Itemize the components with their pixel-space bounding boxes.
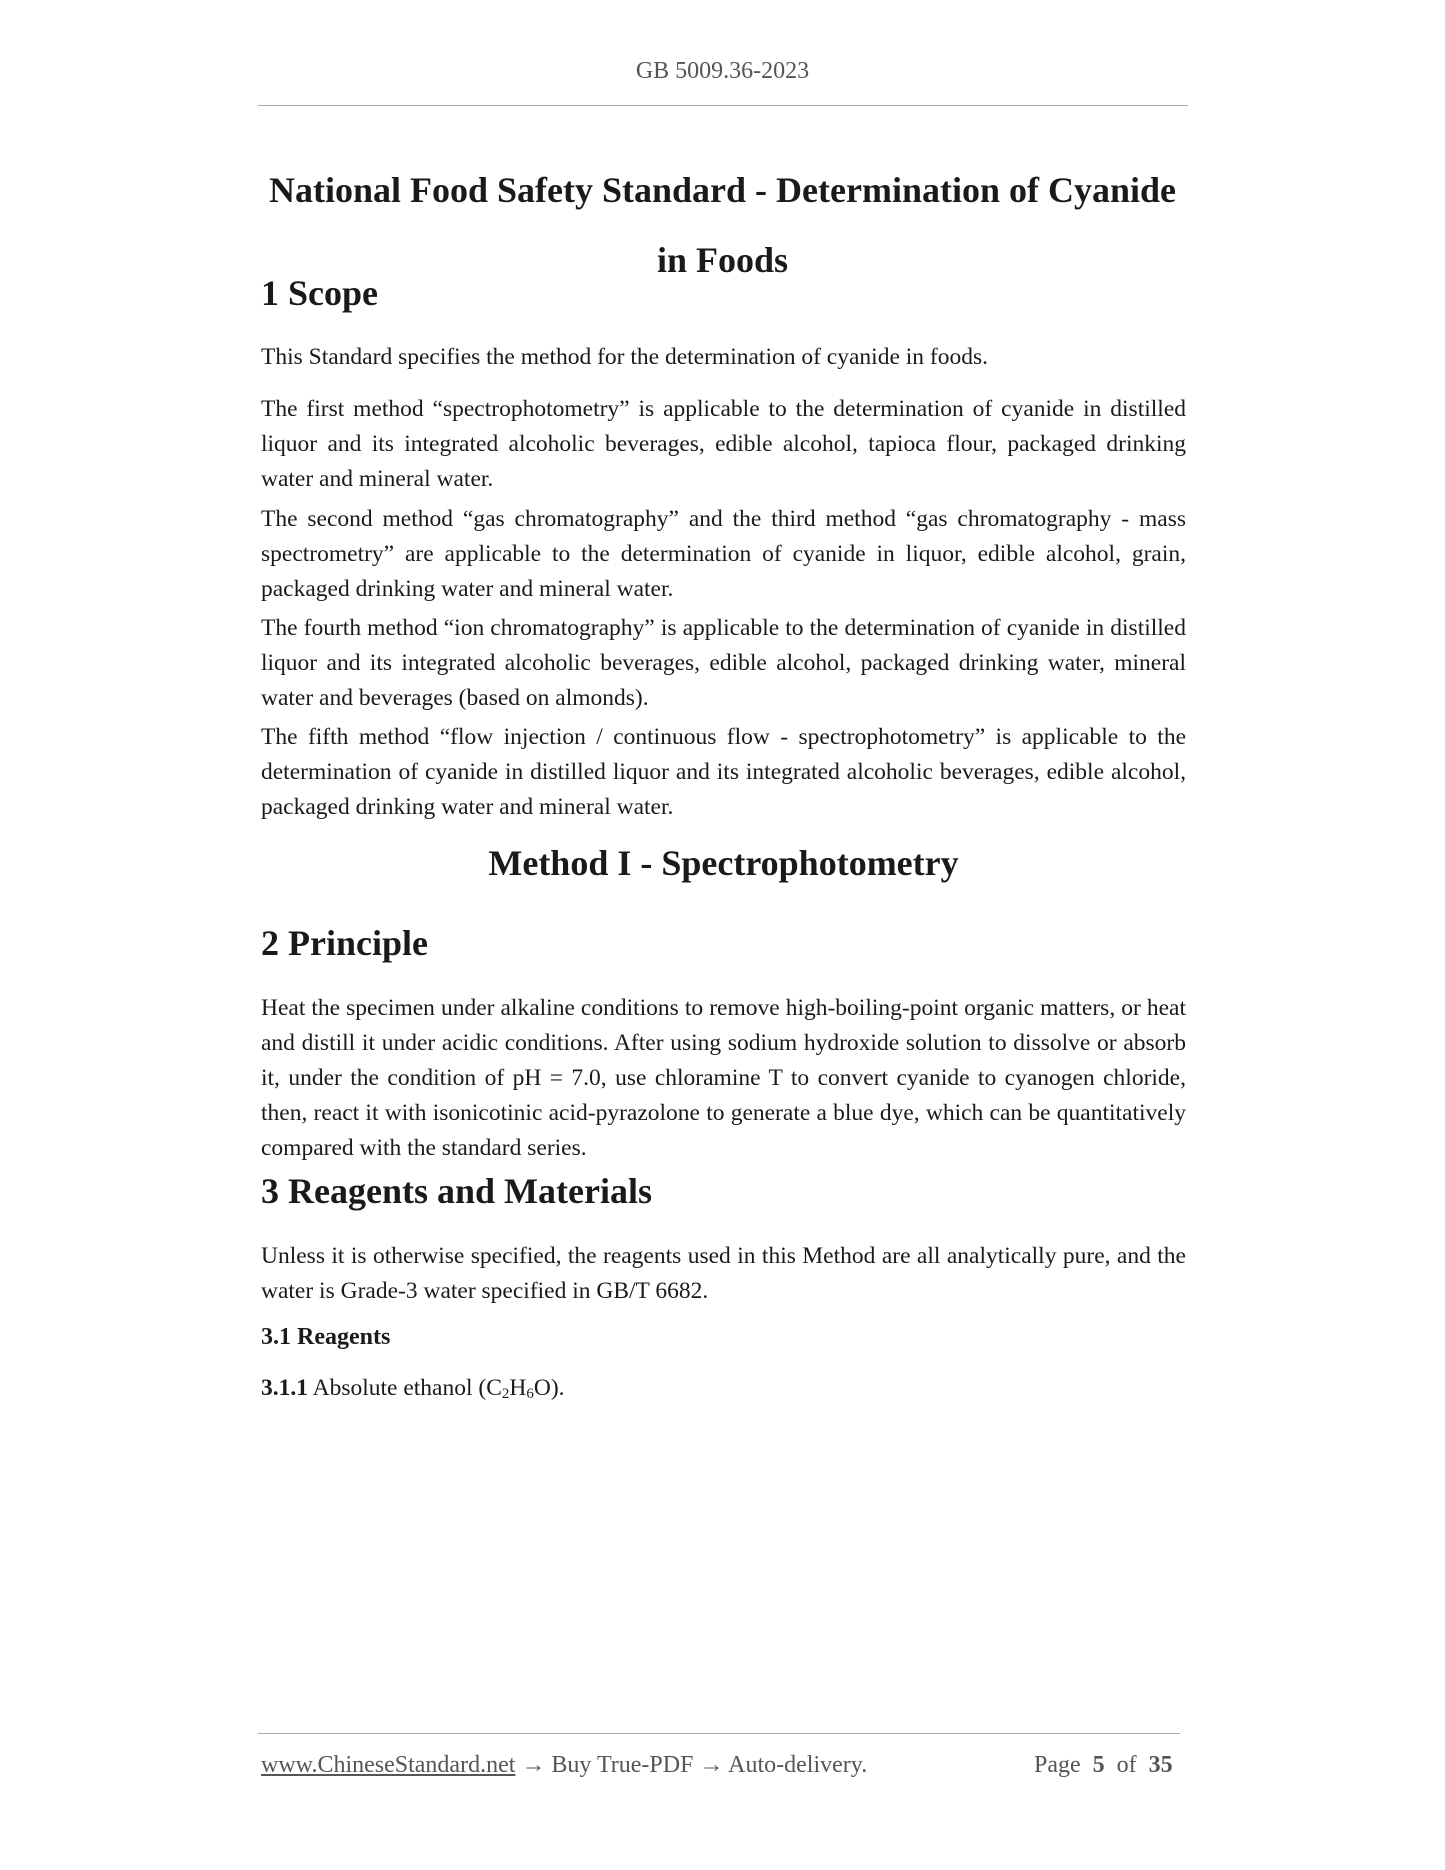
reagents-paragraph: Unless it is otherwise specified, the reagents used in this Method are all analytically pure, and the water is Grade-3 water specified in GB/T 6682. <box>261 1243 1186 1304</box>
reagents-heading: 3 Reagents and Materials <box>261 1171 652 1211</box>
footer-links <box>261 1752 867 1779</box>
scope-heading: 1 Scope <box>261 273 378 313</box>
reagent-item-number: 3.1.1 <box>261 1375 308 1401</box>
reagent-item-text: Absolute ethanol $(C_2H_6O)$. <box>312 1375 565 1402</box>
document-title-line2: in Foods <box>656 240 789 280</box>
principle-paragraph: Heat the specimen under alkaline conditions to remove high-boiling-point organic matters, or heat and distill it under acidic conditions. After using sodium hydroxide solution to dissolve or absorb it, under the condition of pH = 7.0, use chloramine T to convert cyanide to cyanogen chloride, then, react it with isonicotinic acid-pyrazolone to generate a blue dye, which can be quantitatively compared with the standard series. <box>261 995 1186 1161</box>
scope-paragraph-5: The fifth method “flow injection / continuous flow - spectrophotometry” is applicable to the determination of cyanide in distilled liquor and its integrated alcoholic beverages, edible alcohol, packaged drinking water and mineral water. <box>261 724 1186 820</box>
header-divider <box>258 105 1188 106</box>
scope-paragraph-2: The first method “spectrophotometry” is applicable to the determination of cyanide in distilled liquor and its integrated alcoholic beverages, edible alcohol, tapioca flour, packaged drinking water and mineral water. <box>261 396 1186 492</box>
footer-site-link[interactable]: www.ChineseStandard.net <box>261 1752 516 1778</box>
footer-buy-text: Buy True-PDF <box>551 1752 694 1778</box>
arrow-right-icon: → <box>521 1752 546 1778</box>
scope-paragraph-3: The second method “gas chromatography” and the third method “gas chromatography - mass spectrometry” are applicable to the determination of cyanide in liquor, edible alcohol, grain, packaged drinking water and mineral water. <box>261 506 1186 602</box>
page-number: Page 5 of 35 <box>1034 1752 1173 1778</box>
page-total: 35 <box>1148 1752 1173 1778</box>
document-title-line1: National Food Safety Standard - Determination of Cyanide <box>269 170 1176 210</box>
footer-delivery-text: Auto-delivery. <box>728 1752 868 1778</box>
scope-paragraph-4: The fourth method “ion chromatography” is applicable to the determination of cyanide in distilled liquor and its integrated alcoholic beverages, edible alcohol, packaged drinking water, mineral water and beverages (based on almonds). <box>261 615 1186 711</box>
page-current: 5 <box>1092 1752 1105 1778</box>
document-title <box>240 155 1205 295</box>
reagents-subheading: 3.1 Reagents <box>261 1324 391 1350</box>
header-standard-code: GB 5009.36-2023 <box>635 58 810 84</box>
reagent-item-3-1-1 <box>261 1371 565 1411</box>
method-title: Method I - Spectrophotometry <box>488 843 959 883</box>
principle-heading: 2 Principle <box>261 923 428 963</box>
scope-paragraph-1: This Standard specifies the method for the determination of cyanide in foods. <box>261 344 988 370</box>
arrow-right-icon: → <box>699 1752 724 1778</box>
footer-divider <box>258 1733 1180 1734</box>
